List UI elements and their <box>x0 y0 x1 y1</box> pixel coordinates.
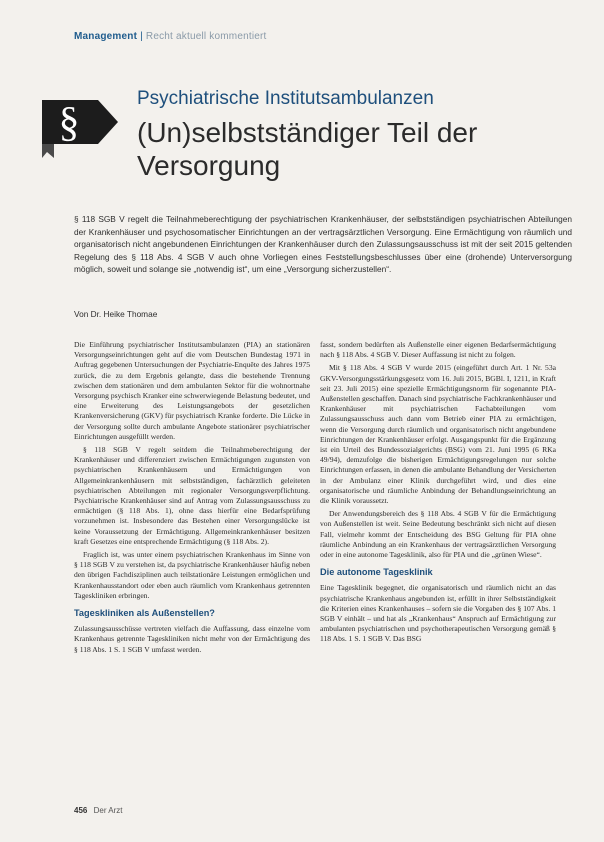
section-heading: Die autonome Tagesklinik <box>320 567 433 578</box>
badge-symbol: § <box>58 100 80 146</box>
body-column-left <box>74 340 310 658</box>
body-paragraph: Eine Tagesklinik begegnet, die organisatorisch und räumlich nicht an das psychiatrische Krankenhaus angebunden ist, erfüllt in ihrer Selbstständigkeit die Kriterien eines Krankenhauses – sofern sie die Vorgaben des § 107 Abs. 1 SGB V einhält – und hat als „Krankenhaus“ Anspruch auf Ermächtigung zur ambulanten psychiatrischen und psychotherapeutischen Versorgung gemäß § 118 Abs. 1 S. 1 SGB V. Das BSG <box>320 583 556 644</box>
article-lead: § 118 SGB V regelt die Teilnahmeberechtigung der psychiatrischen Krankenhäuser, der selbstständigen psychiatrischen Abteilungen der Krankenhäuser und psychosomatischer Einrichtungen an der vertragsärztlichen Versorgung. Eine Ermächtigung von räumlich und organisatorisch nicht angebundenen Einrichtungen der Krankenhäuser durch den Zulassungsausschuss ist mit der seit 2015 geltenden Regelung des § 118 Abs. 4 SGB V auch ohne Vorliegen eines Feststellungsbeschlusses über eine (drohende) Unterversorgung möglich, soweit und solange sie „notwendig ist“, um eine „Versorgung sicherzustellen“. <box>74 214 572 275</box>
article-title: (Un)selbstständiger Teil der Versorgung <box>137 117 478 181</box>
page-footer <box>74 806 123 815</box>
body-paragraph: fasst, sondern bedürften als Außenstelle einer eigenen Bedarfsermächtigung nach § 118 Abs. 4 SGB V. Dieser Auffassung ist nicht zu folgen. <box>320 340 556 360</box>
body-paragraph: § 118 SGB V regelt seitdem die Teilnahmeberechtigung der Krankenhäuser und differenziert zwischen Ermächtigungen zugunsten von psychiatrischen Krankenhäusern und Ermächtigungen von Allgemeinkrankenhäusern mit selbstständigen, fachärztlich geleiteten psychiatrischen Abteilungen mit regionaler Versorgungsverpflichtung. Psychiatrische Krankenhäuser sind auf Antrag vom Zulassungsausschuss zu ermächtigen (§ 118 Abs. 1), ohne dass hierfür eine Bedarfsprüfung vorzunehmen ist. Insbesondere das Bestehen einer Versorgungslücke ist keine Voraussetzung der Ermächtigung. Allgemeinkrankenhäuser besitzen kraft Gesetzes eine entsprechende Ermächtigung (§ 118 Abs. 2). <box>74 445 310 546</box>
section-heading: Tageskliniken als Außenstellen? <box>74 608 215 619</box>
subsection-label: Recht aktuell kommentiert <box>145 31 267 42</box>
body-paragraph: Fraglich ist, was unter einem psychiatrischen Krankenhaus im Sinne von § 118 SGB V zu verstehen ist, da psychiatrische Krankenhäuser häufig neben den übrigen Fachdisziplinen auch teilstationäre Leistungen ermöglichen und Krankenhausstandort oder eben auch räumlich vom Krankenhaus getrennten Tageskliniken erbringen. <box>74 550 310 600</box>
paragraph-sign-badge-icon <box>36 92 122 162</box>
page-number: 456 <box>74 806 88 815</box>
body-column-right <box>320 340 556 648</box>
body-paragraph: Der Anwendungsbereich des § 118 Abs. 4 SGB V für die Ermächtigung von Außenstellen ist weit. Seine Bedeutung beschränkt sich nicht auf diesen Fall, vielmehr kommt der Entscheidung des BSG Geltung für PIA ohne räumliche Anbindung an ein Krankenhaus der vertragsärztlichen Versorgung oder in eine autonome Tagesklinik, also für PIA und die „grünen Wiese“. <box>320 509 556 560</box>
article-author: Von Dr. Heike Thomae <box>74 309 158 319</box>
section-header <box>74 31 267 42</box>
journal-name: Der Arzt <box>93 806 123 815</box>
body-paragraph: Mit § 118 Abs. 4 SGB V wurde 2015 (eingeführt durch Art. 1 Nr. 53a GKV-Versorgungsstärkungsgesetz vom 16. Juli 2015, BGBl. I, 1211, in Kraft seit 23. Juli 2015) eine spezielle Ermächtigungsnorm für sogenannte PIA-Außenstellen geschaffen. Danach sind psychiatrische Fachkrankenhäuser und Krankenhäuser mit psychiatrischen Fachabteilungen vom Zulassungsausschuss auch dann vom Betrieb einer PIA zu ermächtigen, wenn die Versorgung durch räumlich und organisatorisch nicht angebundene Einrichtungen der Krankenhäuser erfolgt. Ausgangspunkt für die Ergänzung ist ein Urteil des Bundessozialgerichts (BSG) vom 21. Juni 1995 (6 RKa 49/94), demzufolge die bisherigen Ermächtigungsregelungen nur solche Einrichtungen erfassen, in denen die ambulante Behandlung der Versicherten in der Ambulanz einer Klinik durchgeführt wird, und dies eine organisatorische und räumliche Anbindung der Behandlungseinrichtung an die Klinik voraussetzt. <box>320 363 556 506</box>
section-separator: | <box>140 31 143 42</box>
body-paragraph: Zulassungsausschüsse vertreten vielfach die Auffassung, dass einzelne vom Krankenhaus getrennte Tageskliniken nicht mehr von der Ermächtigung des § 118 Abs. 1 S. 1 SGB V umfasst werden. <box>74 624 310 654</box>
section-label: Management <box>74 31 138 42</box>
body-paragraph: Die Einführung psychiatrischer Institutsambulanzen (PIA) an stationären Versorgungseinrichtungen geht auf die vom Deutschen Bundestag 1971 in Auftrag gegebenen Untersuchungen der Psychiatrie-Enquête des Jahres 1975 zurück, die zu dem Ergebnis gelangte, dass die bestehende Trennung zwischen dem stationären und dem ambulanten Sektor für die wohnortnahe Versorgung psychisch Kranker eine schwerwiegende Belastung bedeutet, und eine Erweiterung des Leistungsangebots der gesetzlichen Krankenversicherung (GKV) für psychiatrisch Kranke forderte. Die Lücke in der Versorgung sollte durch ambulante Angebote stationärer psychiatrischer Einrichtungen ausgefüllt werden. <box>74 340 310 441</box>
article-kicker: Psychiatrische Institutsambulanzen <box>137 88 434 109</box>
